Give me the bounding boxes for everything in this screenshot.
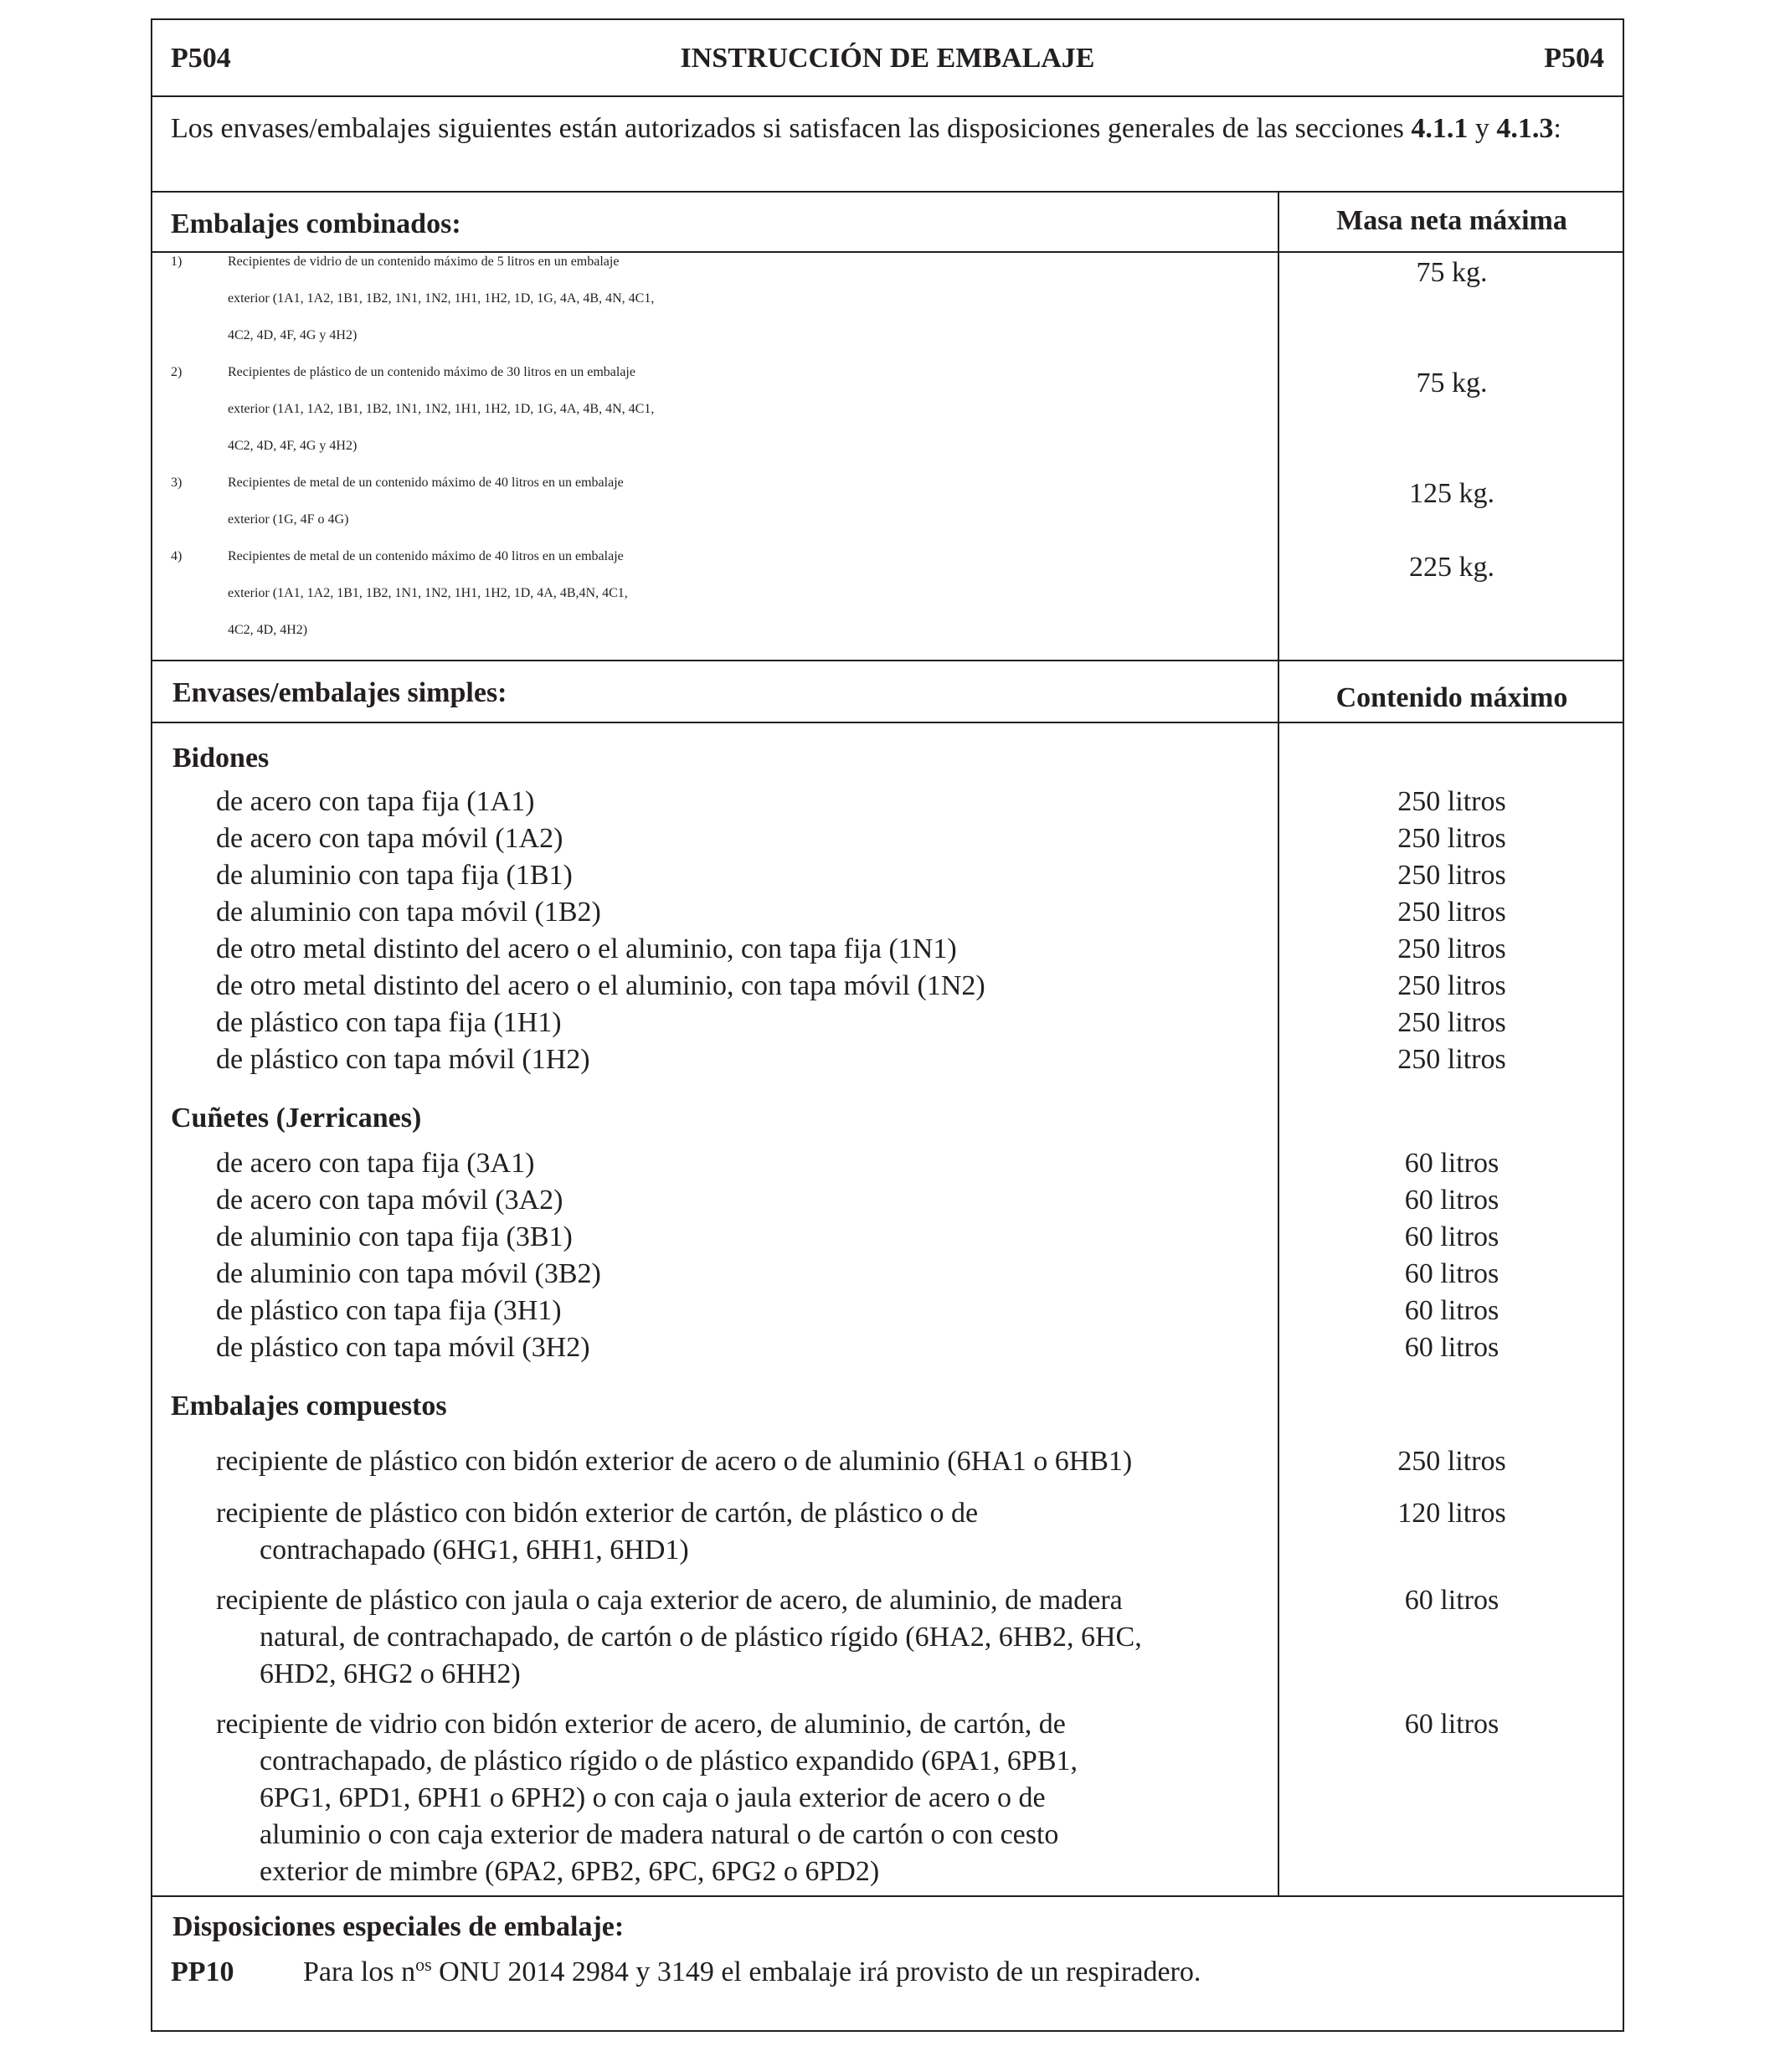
intro-connector: y bbox=[1468, 113, 1497, 144]
column-divider bbox=[1278, 191, 1279, 1895]
jerrican-row-label: de plástico con tapa fija (3H1) bbox=[216, 1295, 562, 1326]
special-text-end: ONU 2014 2984 y 3149 el embalaje irá provisto de un respiradero. bbox=[431, 1956, 1201, 1987]
item-number: 4) bbox=[171, 549, 183, 563]
item-number: 2) bbox=[171, 365, 183, 379]
jerrican-row-value: 60 litros bbox=[1404, 1295, 1500, 1326]
composite-row-line: exterior de mimbre (6PA2, 6PB2, 6PC, 6PG2 o 6PD2) bbox=[260, 1856, 880, 1887]
jerrican-row-label: de aluminio con tapa fija (3B1) bbox=[216, 1221, 573, 1252]
drum-row-value: 250 litros bbox=[1397, 970, 1506, 1001]
drum-row-label: de acero con tapa móvil (1A2) bbox=[216, 823, 563, 854]
jerrican-row-label: de plástico con tapa móvil (3H2) bbox=[216, 1332, 590, 1363]
jerrican-row-label: de acero con tapa móvil (3A2) bbox=[216, 1185, 563, 1216]
drum-row-label: de plástico con tapa fija (1H1) bbox=[216, 1007, 562, 1038]
drum-row-label: de otro metal distinto del acero o el aluminio, con tapa fija (1N1) bbox=[216, 933, 957, 964]
jerrican-row-value: 60 litros bbox=[1404, 1185, 1500, 1216]
jerrican-row-value: 60 litros bbox=[1404, 1221, 1500, 1252]
drum-row-value: 250 litros bbox=[1397, 823, 1506, 854]
divider bbox=[152, 660, 1623, 661]
divider bbox=[152, 1895, 1623, 1897]
drum-row-label: de plástico con tapa móvil (1H2) bbox=[216, 1044, 590, 1075]
jerricans-heading: Cuñetes (Jerricanes) bbox=[171, 1103, 422, 1134]
composite-row-line: recipiente de vidrio con bidón exterior de acero, de aluminio, de cartón, de bbox=[216, 1709, 1066, 1740]
composite-row-line: recipiente de plástico con jaula o caja exterior de acero, de aluminio, de madera bbox=[216, 1585, 1123, 1616]
special-text bbox=[303, 1954, 1201, 1991]
combined-item-value: 75 kg. bbox=[1416, 368, 1488, 398]
header-title: INSTRUCCIÓN DE EMBALAJE bbox=[680, 43, 1095, 74]
composite-row-value: 60 litros bbox=[1404, 1585, 1500, 1616]
item-line: Recipientes de vidrio de un contenido máximo de 5 litros en un embalaje bbox=[228, 255, 620, 269]
combined-heading: Embalajes combinados: bbox=[171, 208, 461, 239]
item-line: 4C2, 4D, 4F, 4G y 4H2) bbox=[228, 439, 358, 453]
item-line: exterior (1A1, 1A2, 1B1, 1B2, 1N1, 1N2, 1H1, 1H2, 1D, 1G, 4A, 4B, 4N, 4C1, bbox=[228, 291, 655, 306]
item-line: exterior (1A1, 1A2, 1B1, 1B2, 1N1, 1N2, 1H1, 1H2, 1D, 4A, 4B,4N, 4C1, bbox=[228, 586, 628, 600]
single-column-heading: Contenido máximo bbox=[1335, 682, 1568, 713]
composite-row-value: 120 litros bbox=[1397, 1498, 1506, 1529]
composite-row-line: recipiente de plástico con bidón exterior de cartón, de plástico o de bbox=[216, 1498, 979, 1529]
header-code-left: P504 bbox=[171, 43, 231, 74]
header-code-right: P504 bbox=[1544, 43, 1604, 74]
divider bbox=[152, 251, 1623, 253]
composite-row-line: recipiente de plástico con bidón exterior de acero o de aluminio (6HA1 o 6HB1) bbox=[216, 1446, 1133, 1477]
drum-row-value: 250 litros bbox=[1397, 933, 1506, 964]
item-number: 1) bbox=[171, 255, 183, 269]
composite-row-line: contrachapado (6HG1, 6HH1, 6HD1) bbox=[260, 1535, 689, 1566]
jerrican-row-value: 60 litros bbox=[1404, 1332, 1500, 1363]
divider bbox=[152, 95, 1623, 97]
intro-ref-2: 4.1.3 bbox=[1496, 113, 1554, 144]
item-line: 4C2, 4D, 4H2) bbox=[228, 623, 308, 637]
special-heading: Disposiciones especiales de embalaje: bbox=[172, 1911, 625, 1942]
composite-row-line: natural, de contrachapado, de cartón o de plástico rígido (6HA2, 6HB2, 6HC, bbox=[260, 1622, 1142, 1653]
single-heading: Envases/embalajes simples: bbox=[172, 677, 507, 708]
jerrican-row-value: 60 litros bbox=[1404, 1148, 1500, 1179]
jerrican-row-value: 60 litros bbox=[1404, 1258, 1500, 1289]
drum-row-value: 250 litros bbox=[1397, 897, 1506, 928]
drum-row-label: de otro metal distinto del acero o el aluminio, con tapa móvil (1N2) bbox=[216, 970, 985, 1001]
jerrican-row-label: de aluminio con tapa móvil (3B2) bbox=[216, 1258, 601, 1289]
drum-row-label: de aluminio con tapa móvil (1B2) bbox=[216, 897, 601, 928]
drums-heading: Bidones bbox=[172, 743, 270, 774]
drum-row-value: 250 litros bbox=[1397, 860, 1506, 891]
composite-row-value: 250 litros bbox=[1397, 1446, 1506, 1477]
jerrican-row-label: de acero con tapa fija (3A1) bbox=[216, 1148, 535, 1179]
intro-paragraph bbox=[171, 111, 1606, 147]
item-line: Recipientes de metal de un contenido máximo de 40 litros en un embalaje bbox=[228, 549, 624, 563]
drum-row-value: 250 litros bbox=[1397, 1044, 1506, 1075]
intro-text: Los envases/embalajes siguientes están autorizados si satisfacen las disposiciones generales de las secciones bbox=[171, 113, 1404, 144]
combined-column-heading: Masa neta máxima bbox=[1336, 205, 1567, 236]
item-line: 4C2, 4D, 4F, 4G y 4H2) bbox=[228, 328, 358, 342]
packing-instruction-table bbox=[151, 18, 1624, 2032]
item-line: exterior (1A1, 1A2, 1B1, 1B2, 1N1, 1N2, 1H1, 1H2, 1D, 1G, 4A, 4B, 4N, 4C1, bbox=[228, 402, 655, 416]
intro-ref-1: 4.1.1 bbox=[1411, 113, 1469, 144]
composite-row-line: aluminio o con caja exterior de madera natural o de cartón o con cesto bbox=[260, 1819, 1059, 1850]
special-code: PP10 bbox=[171, 1956, 234, 1987]
drum-row-value: 250 litros bbox=[1397, 1007, 1506, 1038]
intro-suffix: : bbox=[1553, 113, 1561, 144]
divider bbox=[152, 722, 1623, 723]
composite-row-line: 6HD2, 6HG2 o 6HH2) bbox=[260, 1658, 521, 1689]
item-number: 3) bbox=[171, 476, 183, 490]
combined-item-value: 75 kg. bbox=[1416, 257, 1488, 288]
drum-row-label: de aluminio con tapa fija (1B1) bbox=[216, 860, 573, 891]
special-text-superscript: os bbox=[415, 1954, 432, 1975]
composite-heading: Embalajes compuestos bbox=[171, 1391, 447, 1422]
drum-row-value: 250 litros bbox=[1397, 786, 1506, 817]
item-line: Recipientes de metal de un contenido máximo de 40 litros en un embalaje bbox=[228, 476, 624, 490]
drum-row-label: de acero con tapa fija (1A1) bbox=[216, 786, 535, 817]
item-line: Recipientes de plástico de un contenido máximo de 30 litros en un embalaje bbox=[228, 365, 635, 379]
composite-row-line: 6PG1, 6PD1, 6PH1 o 6PH2) o con caja o jaula exterior de acero o de bbox=[260, 1782, 1046, 1813]
combined-item-value: 125 kg. bbox=[1409, 478, 1494, 509]
special-text-start: Para los n bbox=[303, 1956, 416, 1987]
composite-row-line: contrachapado, de plástico rígido o de plástico expandido (6PA1, 6PB1, bbox=[260, 1746, 1078, 1776]
combined-item-value: 225 kg. bbox=[1409, 552, 1494, 583]
divider bbox=[152, 191, 1623, 193]
composite-row-value: 60 litros bbox=[1404, 1709, 1500, 1740]
item-line: exterior (1G, 4F o 4G) bbox=[228, 512, 349, 527]
